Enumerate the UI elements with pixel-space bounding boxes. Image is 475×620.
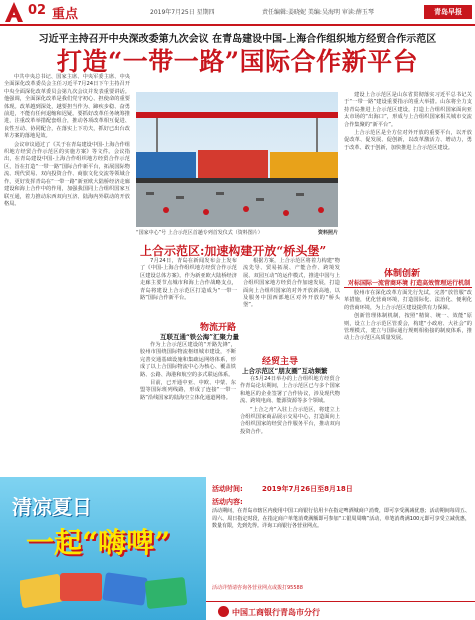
newspaper-logo-icon <box>3 1 25 23</box>
bank-cards-icon <box>20 567 190 617</box>
section-subheading-logistics: 互联互通“铁公海”汇聚力量 <box>160 333 239 341</box>
paragraph: 会议审议通过了《关于在青岛建设中国-上海合作组织地方经贸合作示范区的实施方案》等文件。会议指出，在青岛建设中国-上海合作组织地方经贸合作示范区，旨在打造“一带一路”国际合作新平台，拓展国际物流、现代贸易、双向投资合作、商旅文化交流等领域合作，更好发挥青岛在“一带一路”新亚欧大陆桥经济走廊建设和海上合作中的作用，加强我国同上合组织国家互联互通，着力推动东西双向互济、陆海内外联动的开放格局。 <box>4 141 130 207</box>
ad-text-panel <box>206 477 475 620</box>
news-photo <box>136 92 338 227</box>
paragraph: 根据方案，上合示范区将着力构建“物流先导、贸易拓展、产能合作、跨境发展、双园互动”的运作模式，推进中国与上合组织国家地方经贸合作加速发展，打造面向上合组织国家的对外开放新高地，以及服务中国西部地区对外开放的“桥头堡”。 <box>243 258 340 309</box>
page-number: 02 <box>28 3 47 18</box>
paragraph: 在5月24日举办的上合组织地方经贸合作青岛论坛期间，上合示范区已与多个国家和地区的企业签署了合作协议，涉及现代物流、跨境电商、能源资源等多个领域。 <box>240 376 340 405</box>
ad-visual <box>0 477 206 620</box>
section-heading-reform: 体制创新 <box>384 269 421 279</box>
ad-footer-text: 活动详情请咨询各营业网点或拨打95588 <box>212 585 303 591</box>
paragraph: 创新管理体制机制，按照“精简、统一、效能”原则，设立上合示范区管委会，构建“小政府、大社会”的管理模式，建立与国际通行规则相衔接的制度体系，推动上合示范区高质量发展。 <box>344 313 472 342</box>
divider <box>344 287 472 288</box>
photo-credit: 资料照片 <box>317 230 338 236</box>
ad-title-line2: 一起“嗨啤” <box>26 526 171 559</box>
paragraph: 中共中央总书记、国家主席、中央军委主席、中央全面深化改革委员会主任习近平7月24日下午主持召开中央全面深化改革委员会第九次会议并发表重要讲话。他强调，全面深化改革是我们党守初心、担使命的重要体现。改革越到深处，越要担当作为、蹄疾步稳、奋勇前进，不能有任何退缩和迟疑。要抓好改革任务统筹推进，注重改革举措配套组合，推动各项改革相互促进、良性互动、协同配合，在落实上下功夫，抓好已出台改革方案的落地见效。 <box>4 74 130 140</box>
section-heading-logistics: 物流开路 <box>200 323 237 333</box>
right-column-article <box>344 92 472 262</box>
reform-article <box>344 290 472 474</box>
editor-credits: 责任编辑:姜晓妮 美编:吴海明 审读:薛玉琴 <box>262 9 374 16</box>
caption-text: “国家中心”号 上合示范区首趟专列首发仪式（资料图片） <box>136 230 263 236</box>
ad-body-text: 活动期间，在青岛市辖区内使用中国工商银行信用卡在指定啤酒城商户消费，即可享受满减优惠；活动期间每周五、周六、周日指定时段，在指定商户单笔消费满额即可参加“工银周周嗨”活动，单笔消费满100元即可享受立减优惠，数量有限，先到先得。详询工商银行各营业网点。 <box>212 508 470 530</box>
paragraph: 目前，已开通中亚、中欧、中蒙、东盟等国际班列线路，形成了连接“一带一路”沿线国家的陆海空立体化通道网络。 <box>140 380 236 401</box>
masthead <box>0 0 475 26</box>
left-column-article <box>4 74 130 474</box>
bank-advertisement <box>0 477 475 620</box>
ad-title-line1: 清凉夏日 <box>12 495 92 519</box>
paragraph: 胶州市在深化改革方面先行先试，完善“放管服”改革措施，优化营商环境，打造国际化、法治化、便利化的营商环境，为上合示范区建设提供有力保障。 <box>344 290 472 311</box>
ad-bank-bar <box>206 601 475 620</box>
paragraph: 上合示范区是全方位对外开放的重要平台，以开放促改革、促发展、促创新，以改革激活力、增动力，勇于改革、敢于创新，加快推进上合示范区建设。 <box>344 130 472 151</box>
bank-name: 中国工商银行青岛市分行 <box>232 607 320 617</box>
photo-caption <box>136 229 338 236</box>
paragraph: 7月24日，青岛在新闻发布会上发布了《中国-上海合作组织地方经贸合作示范区建设总体方案》。作为新亚欧大陆桥经济走廊主要节点城市和海上合作战略支点，青岛将建设上合示范区打造成为“一带一路”国际合作新平台。 <box>140 258 237 302</box>
section-subheading-reform: 对标国际一流营商环境 打造高效管理运行机制 <box>348 280 471 287</box>
paragraph: “上合之舟”入驻上合示范区，将建立上合组织国家商品展示交易中心，打造面向上合组织国家的经贸合作服务平台，推动双向投资合作。 <box>240 406 340 435</box>
section-heading-shanghe: 上合示范区:加速构建开放“桥头堡” <box>140 244 327 258</box>
main-headline: 打造“一带一路”国际合作新平台 <box>56 47 419 76</box>
trade-article <box>240 376 340 472</box>
shanghe-article <box>140 258 340 314</box>
freight-train-photo-icon <box>136 92 338 227</box>
publication-date: 2019年7月25日 星期四 <box>150 9 215 16</box>
ad-content-label: 活动内容: <box>212 498 243 506</box>
logistics-article <box>140 342 236 472</box>
kicker-headline: 习近平主持召开中央深改委第九次会议 在青岛建设中国-上海合作组织地方经贸合作示范区 <box>38 34 437 45</box>
bank-logo-icon <box>218 606 229 617</box>
ad-time-value: 2019年7月26日至8月18日 <box>262 485 353 493</box>
ad-time-label: 活动时间: <box>212 485 243 493</box>
section-name: 重点 <box>52 7 79 22</box>
section-heading-trade: 经贸主导 <box>262 357 299 367</box>
paragraph: 建设上合示范区是山东省贯彻落实习近平总书记关于“一带一路”建设重要指示的重大举措。山东将全力支持青岛推进上合示范区建设，打造上合组织国家面向亚太市场的“出海口”，形成与上合组织国家相关城市交流合作集聚的“新平台”。 <box>344 92 472 128</box>
paragraph: 作为上合示范区建设的“开路先锋”，胶州市围绕国际物流枢纽城市建设，不断完善交通基础设施和集疏运网络体系，形成了以上合国际物流中心为核心、覆盖铁路、公路、海港和航空的多式联运体系。 <box>140 342 236 378</box>
brand-badge: 青岛早报 <box>424 5 472 19</box>
section-subheading-trade: 上合示范区“朋友圈”互动频繁 <box>242 367 328 375</box>
